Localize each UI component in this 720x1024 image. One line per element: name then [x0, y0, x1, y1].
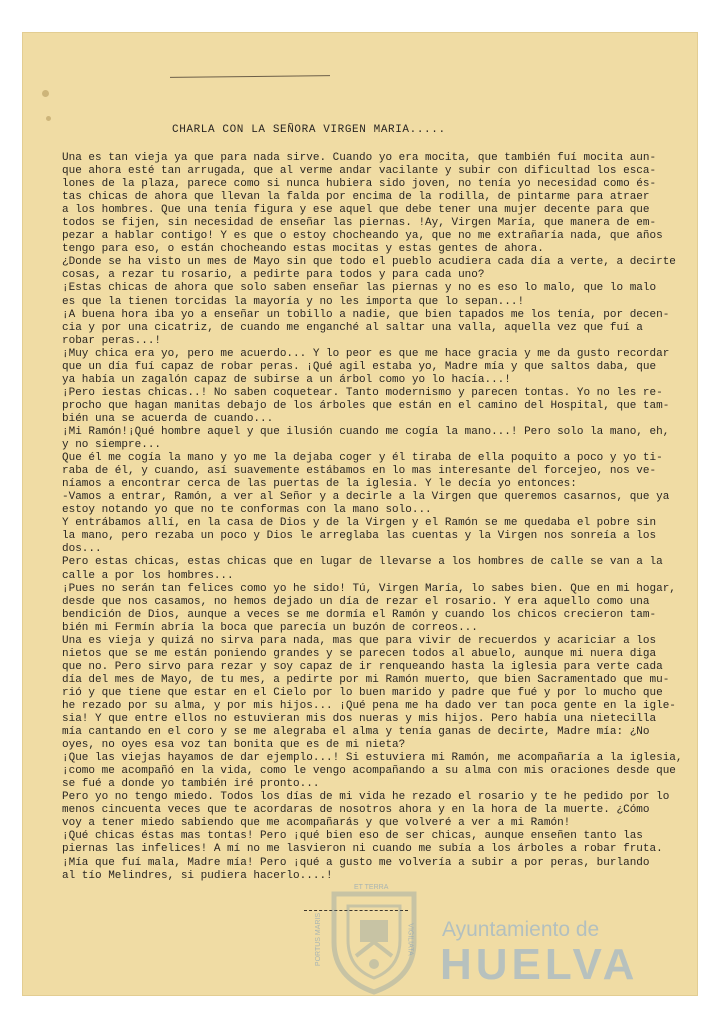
- text-line: oyes, no oyes esa voz tan bonita que es de mi nieta?: [62, 739, 406, 752]
- text-line: cosas, a rezar tu rosario, a pedirte para todos y para cada uno?: [62, 269, 485, 282]
- text-line: menos cincuenta veces que te acordaras de nosotros ahora y en la hora de la muerte. ¿Cómo: [62, 804, 650, 817]
- text-line: níamos a encontrar cerca de las puertas de la iglesia. Y le decía yo entonces:: [62, 478, 577, 491]
- text-line: que ahora esté tan arrugada, que al verme andar vacilante y subir con dificultad los esca-: [62, 165, 657, 178]
- document-body: [62, 152, 682, 883]
- text-line: que un día fuí capaz de robar peras. ¡Qué agil estaba yo, Madre mía y que saltos daba, que: [62, 360, 657, 373]
- text-line: desde que nos casamos, no hemos dejado un día de rezar el rosario. Y era aquello como una: [62, 595, 650, 608]
- text-line: voy a tener miedo sabiendo que me acompañarás y que volveré a ver a mi Ramón!: [62, 817, 571, 830]
- text-line: tas chicas de ahora que llevan la falda por encima de la rodilla, de pintarme para atraer: [62, 191, 650, 204]
- text-line: es que la tienen torcidas la mayoría y no les importa que lo sepan...!: [62, 295, 525, 308]
- text-line: ya había un zagalón capaz de subirse a un árbol como yo lo hacía...!: [62, 373, 511, 386]
- text-line: dos...: [62, 543, 102, 556]
- watermark-line1: Ayuntamiento de: [442, 918, 600, 941]
- text-line: mía cantando en el coro y se me alegraba el alma y tenía ganas de decirte, Madre mía: ¿No: [62, 726, 650, 739]
- text-line: -Vamos a entrar, Ramón, a ver al Señor y a decirle a la Virgen que queremos casarnos, que ya: [62, 491, 670, 504]
- watermark-line2: HUELVA: [440, 940, 639, 989]
- crest-motto-top: ET TERRA: [354, 884, 389, 891]
- punch-hole: [42, 90, 49, 97]
- text-line: Y entrábamos allí, en la casa de Dios y de la Virgen y el Ramón se me quedaba el pobre sin: [62, 517, 657, 530]
- text-line: calle a por los hombres...: [62, 569, 234, 582]
- text-line: Pero yo no tengo miedo. Todos los días de mi vida he rezado el rosario y te he pedido por lo: [62, 791, 670, 804]
- text-line: la mano, pero rezaba un poco y Dios le arreglaba las cuentas y la Virgen nos sonreía a los: [62, 530, 657, 543]
- text-line: que no. Pero sirvo para rezar y soy capaz de ir renqueando hasta la iglesia para verte cada: [62, 660, 663, 673]
- text-line: bién una se acuerda de cuando...: [62, 412, 274, 425]
- text-line: ¡Muy chica era yo, pero me acuerdo... Y lo peor es que me hace gracia y me da gusto recordar: [62, 347, 670, 360]
- text-line: he rezado por su alma, y por mis hijos... ¡Qué pena me ha dado ver tan poca gente en la igle-: [62, 699, 676, 712]
- text-line: Una es vieja y quizá no sirva para nada, mas que para vivir de recuerdos y acariciar a los: [62, 634, 657, 647]
- text-line: al tío Melindres, si pudiera hacerlo....!: [62, 869, 333, 882]
- text-line: Una es tan vieja ya que para nada sirve. Cuando yo era mocita, que también fuí mocita aun-: [62, 152, 657, 164]
- text-line: ¡Pues no serán tan felices como yo he sido! Tú, Virgen María, lo sabes bien. Que en mi hogar,: [62, 582, 676, 595]
- text-line: piernas las infelices! A mí no me lasvieron ni cuando me subía a los árboles a robar fruta.: [62, 843, 663, 856]
- text-line: bién mi Fermín abría la boca que parecía un buzón de correos...: [62, 621, 478, 634]
- text-line: ¡Qué chicas éstas mas tontas! Pero ¡qué bien eso de ser chicas, aunque enseñen tanto las: [62, 830, 643, 843]
- text-line: cia y por una cicatriz, de cuando me enganché al saltar una valla, aquella vez que fuí a: [62, 321, 643, 334]
- text-line: ¡como me acompañó en la vida, como le vengo acompañando a su alma con mis oraciones desde que: [62, 765, 676, 778]
- text-line: tengo para eso, o están chocheando estas mocitas y estas gentes de ahora.: [62, 243, 544, 256]
- text-line: y no siempre...: [62, 439, 162, 452]
- text-line: pezar a hablar contigo! Y es que o estoy chocheando ya, que no me extrañaría nada, que años: [62, 230, 663, 243]
- crest-icon: [316, 880, 432, 996]
- crest-motto-left: PORTUS MARIS: [315, 912, 323, 967]
- top-rule: [170, 75, 330, 78]
- text-line: ¡Mía que fuí mala, Madre mía! Pero ¡qué a gusto me volvería a subir a por peras, burlando: [62, 856, 650, 869]
- text-line: a los hombres. Que una tenía figura y ese aquel que debe tener una mujer decente para que: [62, 204, 650, 217]
- crest-motto-right: VIGILIATA: [406, 923, 414, 956]
- text-line: robar peras...!: [62, 334, 162, 347]
- text-line: bendición de Dios, aunque a veces se me dormía el Ramón y cuando los chicos crecieron tam-: [62, 608, 657, 621]
- text-line: lones de la plaza, parece como si nunca hubiera sido joven, no tenía yo necesidad como és-: [62, 178, 657, 191]
- text-line: raba de él, y cuando, así suavemente estábamos en lo mas interesante del forcejeo, nos ve-: [62, 465, 657, 478]
- text-line: sia! Y que entre ellos no estuvieran mis dos nueras y mis hijos. Pero había una nietecilla: [62, 713, 657, 726]
- text-line: rió y que tiene que estar en el Cielo por lo buen marido y padre que fué y por lo mucho que: [62, 686, 663, 699]
- text-line: estoy notando yo que no te conformas con la mano solo...: [62, 504, 432, 517]
- text-line: ¡A buena hora iba yo a enseñar un tobillo a nadie, que bien tapados me los tenía, por decen-: [62, 308, 670, 321]
- document-title: CHARLA CON LA SEÑORA VIRGEN MARIA.....: [172, 124, 446, 136]
- text-line: ¿Donde se ha visto un mes de Mayo sin que todo el pueblo acudiera cada día a verte, a decirte: [62, 256, 676, 269]
- text-line: ¡Que las viejas hayamos de dar ejemplo...! Si estuviera mi Ramón, me acompañaría a la iglesia,: [62, 752, 683, 765]
- text-line: ¡Pero iestas chicas..! No saben coquetear. Tanto modernismo y parecen tontas. Yo no les re-: [62, 386, 663, 399]
- text-line: se fué a donde yo también iré pronto...: [62, 778, 320, 791]
- text-line: nietos que se me están poniendo grandes y se parecen todos al abuelo, aunque mi nuera diga: [62, 647, 657, 660]
- text-line: ¡Estas chicas de ahora que solo saben enseñar las piernas y no es eso lo malo, que lo malo: [62, 282, 657, 295]
- text-line: ¡Mi Ramón!¡Qué hombre aquel y que ilusión cuando me cogía la mano...! Pero solo la mano, eh,: [62, 425, 670, 438]
- text-line: día del mes de Mayo, de tu mes, a pedirte por mi Ramón muerto, que bien Sacramentado que mu-: [62, 673, 670, 686]
- ayuntamiento-watermark: [306, 880, 686, 1000]
- text-line: todos se fijen, sin necesidad de enseñar las piernas. !Ay, Virgen María, que manera de em-: [62, 217, 657, 230]
- text-line: Pero estas chicas, estas chicas que en lugar de llevarse a los hombres de calle se van a la: [62, 556, 663, 569]
- punch-hole: [46, 116, 51, 121]
- text-line: procho que hagan manitas debajo de los árboles que están en el camino del Hospital, que tam-: [62, 399, 670, 412]
- text-line: Que él me cogía la mano y yo me la dejaba coger y él tiraba de ella poquito a poco y yo ti-: [62, 452, 663, 465]
